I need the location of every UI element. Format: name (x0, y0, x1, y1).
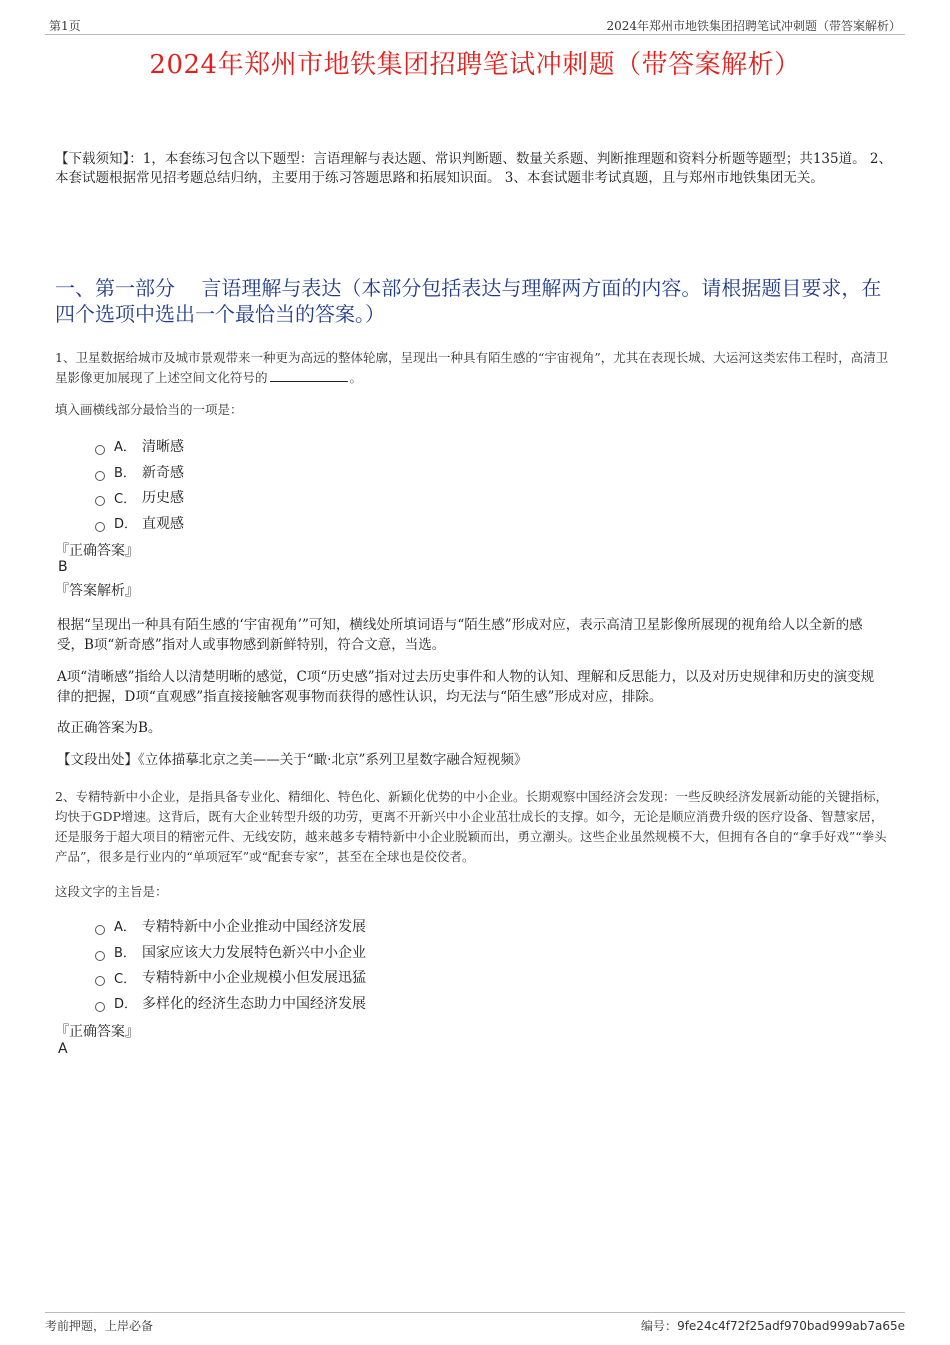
option-c[interactable]: C． 专精特新中小企业规模小但发展迅猛 (95, 964, 366, 990)
header-doc-title: 2024年郑州市地铁集团招聘笔试冲刺题（带答案解析） (606, 19, 901, 33)
fill-blank (270, 369, 348, 382)
option-d[interactable]: D． 直观感 (95, 510, 184, 536)
document-code: 编号：9fe24c4f72f25adf970bad999ab7a65e (641, 1319, 905, 1333)
page-number: 第1页 (49, 19, 81, 33)
analysis-paragraph-2: A项“清晰感”指给人以清楚明晰的感觉，C项“历史感”指对过去历史事件和人物的认知、理解和反思能力，以及对历史规律和历史的演变规律的把握，D项“直观感”指直接接触客观事物而获得的感性认识，均无法与“陌生感”形成对应，排除。 (57, 669, 875, 705)
radio-icon[interactable] (95, 925, 105, 935)
radio-icon[interactable] (95, 1002, 105, 1012)
question-2-text: 2、专精特新中小企业，是指具备专业化、精细化、特色化、新颖化优势的中小企业。长期观察中国经济会发现：一些反映经济发展新动能的关键指标，均快于GDP增速。这背后，既有大企业转型升级的功劳，更离不开新兴中小企业茁壮成长的支撑。如今，无论是顺应消费升级的医疗设备、智慧家居，还是服务于超大项目的精密元件、无线安防，越来越多专精特新中小企业脱颖而出，勇立潮头。这些企业虽然规模不大，但拥有各自的“拿手好戏”“拳头产品”，很多是行业内的“单项冠军”或“配套专家”，甚至在全球也是佼佼者。 (55, 789, 888, 864)
option-a[interactable]: A． 专精特新中小企业推动中国经济发展 (95, 913, 366, 939)
page-header (45, 14, 905, 35)
answer-label: 『正确答案』 (55, 1024, 139, 1040)
radio-icon[interactable] (95, 445, 105, 455)
option-b[interactable]: B． 新奇感 (95, 459, 184, 485)
question-2-options (95, 913, 366, 1016)
question-2-prompt: 这段文字的主旨是： (55, 884, 168, 899)
download-notice: 【下载须知】：1，本套练习包含以下题型：言语理解与表达题、常识判断题、数量关系题、判断推理题和资料分析题等题型；共135道。 2、本套试题根据常见招考题总结归纳，主要用于练习答题思路和拓展知识面。 3、本套试题非考试真题，且与郑州市地铁集团无关。 (55, 151, 892, 186)
answer-label: 『正确答案』 (55, 543, 139, 559)
footer-slogan: 考前押题，上岸必备 (45, 1319, 154, 1333)
question-1-prompt: 填入画横线部分最恰当的一项是： (55, 402, 243, 417)
question-1-text: 1、卫星数据给城市及城市景观带来一种更为高远的整体轮廓，呈现出一种具有陌生感的“宇宙视角”，尤其在表现长城、大运河这类宏伟工程时，高清卫星影像更加展现了上述空间文化符号的 。 (55, 350, 889, 385)
option-d[interactable]: D． 多样化的经济生态助力中国经济发展 (95, 990, 366, 1016)
answer-value: B (58, 559, 68, 575)
radio-icon[interactable] (95, 522, 105, 532)
answer-value: A (58, 1041, 68, 1057)
radio-icon[interactable] (95, 976, 105, 986)
option-c[interactable]: C． 历史感 (95, 484, 184, 510)
analysis-paragraph-1: 根据“呈现出一种具有陌生感的‘宇宙视角’”可知，横线处所填词语与“陌生感”形成对应，表示高清卫星影像所展现的视角给人以全新的感受，B项“新奇感”指对人或事物感到新鲜特别，符合文意，当选。 (57, 617, 863, 653)
section-heading: 一、第一部分 言语理解与表达（本部分包括表达与理解两方面的内容。请根据题目要求，在四个选项中选出一个最恰当的答案。） (55, 276, 882, 326)
radio-icon[interactable] (95, 951, 105, 961)
analysis-label: 『答案解析』 (55, 583, 139, 599)
source-citation: 【文段出处】《立体描摹北京之美——关于“瞰·北京”系列卫星数字融合短视频》 (57, 752, 528, 768)
radio-icon[interactable] (95, 496, 105, 506)
option-b[interactable]: B． 国家应该大力发展特色新兴中小企业 (95, 939, 366, 965)
radio-icon[interactable] (95, 471, 105, 481)
question-1-options (95, 433, 184, 536)
analysis-paragraph-3: 故正确答案为B。 (57, 720, 162, 736)
document-title: 2024年郑州市地铁集团招聘笔试冲刺题（带答案解析） (149, 50, 801, 80)
page-footer (45, 1312, 905, 1333)
option-a[interactable]: A． 清晰感 (95, 433, 184, 459)
